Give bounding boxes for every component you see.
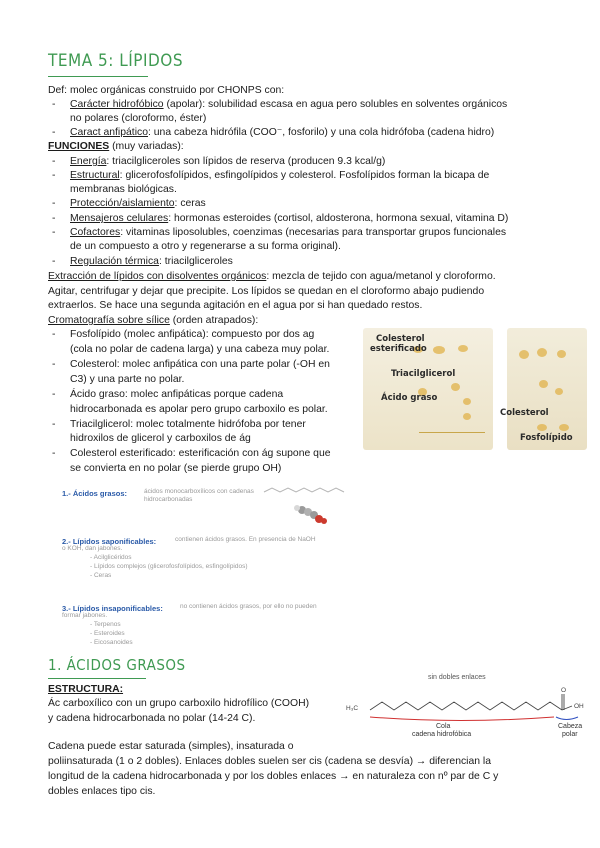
bullet-dash: - xyxy=(52,256,56,267)
bullet-dash: - xyxy=(52,359,56,370)
class-3-text-2: formar jabones. xyxy=(62,612,108,619)
section-title: 1. ÁCIDOS GRASOS xyxy=(48,656,186,674)
diagram-cola-sub-label: cadena hidrofóbica xyxy=(412,731,472,738)
cadena-line-1: Cadena puede estar saturada (simples), insaturada o xyxy=(48,741,294,752)
tlc-label-colesterol: Colesterol xyxy=(500,408,549,418)
crom-item-5: Colesterol esterificado: esterificación con ág supone que xyxy=(70,448,331,459)
extraccion-line-3: extraerlos. Se hace una segunda agitación en el agua por si han quedado restos. xyxy=(48,300,423,311)
estructura-line-2: y cadena hidrocarbonada no polar (14-24 C). xyxy=(48,713,256,724)
class-1-text-2: hidrocarbonadas xyxy=(144,496,193,503)
cadena-line-3: longitud de la cadena hidrocarbonada y por los dobles enlaces → en naturaleza con nº par de C y xyxy=(48,771,499,782)
cadena-line-4: dobles enlaces tipo cis. xyxy=(48,786,156,797)
bullet-dash: - xyxy=(52,227,56,238)
bullet-dash: - xyxy=(52,329,56,340)
bullet-dash: - xyxy=(52,419,56,430)
class-3-item-1: - Terpenos xyxy=(90,621,121,628)
estructura-heading: ESTRUCTURA: xyxy=(48,684,124,695)
class-3-item-3: - Eicosanoides xyxy=(90,639,133,646)
crom-item-4: Triacilglicerol: molec totalmente hidrófoba por tener xyxy=(70,419,306,430)
funcion-proteccion: Protección/aislamiento: ceras xyxy=(70,198,206,209)
crom-item-2-cont: C3) y una parte no polar. xyxy=(70,374,185,385)
class-2-item-2: - Lípidos complejos (glicerofosfolípidos, esfingolípidos) xyxy=(90,563,248,570)
bullet-dash: - xyxy=(52,198,56,209)
funcion-mensajeros: Mensajeros celulares: hormonas esteroides (cortisol, aldosterona, hormona sexual, vitamina D) xyxy=(70,213,509,224)
crom-item-1-cont: (cola no polar de cadena larga) y una cabeza muy polar. xyxy=(70,344,330,355)
bullet-dash: - xyxy=(52,389,56,400)
prop-1: Carácter hidrofóbico (apolar): solubilidad escasa en agua pero solubles en solventes orgánicos xyxy=(70,99,508,110)
bullet-dash: - xyxy=(52,448,56,459)
class-3-text-1: no contienen ácidos grasos, por ello no pueden xyxy=(180,603,317,610)
diagram-o-label: O xyxy=(561,687,567,694)
bullet-dash: - xyxy=(52,127,56,138)
funciones-heading: FUNCIONES (muy variadas): xyxy=(48,141,184,152)
crom-item-3: Ácido graso: molec anfipáticas porque cadena xyxy=(70,389,284,400)
tlc-label-acido-graso: Ácido graso xyxy=(381,393,438,403)
crom-item-1: Fosfolípido (molec anfipática): compuesto por dos ag xyxy=(70,329,315,340)
prop-2: Caract anfipático: una cabeza hidrófila (COO⁻, fosforilo) y una cola hidrófoba (cadena hidro) xyxy=(70,127,495,138)
crom-item-2: Colesterol: molec anfipática con una parte polar (-OH en xyxy=(70,359,330,370)
funcion-energia: Energía: triacilgliceroles son lípidos de reserva (producen 9.3 kcal/g) xyxy=(70,156,386,167)
funcion-estructural-cont: membranas biológicas. xyxy=(70,184,177,195)
funcion-estructural: Estructural: glicerofosfolípidos, esfingolípidos y colesterol. Fosfolípidos forman la bicapa de xyxy=(70,170,490,181)
tlc-label-colesterol-esterificado-2: esterificado xyxy=(370,344,427,354)
section-title-underline xyxy=(48,678,146,679)
diagram-top-label: sin dobles enlaces xyxy=(428,674,486,681)
diagram-cabeza-label: Cabeza xyxy=(558,723,583,730)
extraccion-line-2: Agitar, centrifugar y dejar que precipite. Los lípidos se quedan en el cloroformo abajo pudiendo xyxy=(48,286,485,297)
crom-item-5-cont: se convierta en no polar (se pierde grupo OH) xyxy=(70,463,282,474)
fatty-acid-molecule-icon xyxy=(262,484,354,524)
class-2-title: 2.- Lípidos saponificables: xyxy=(62,537,157,546)
definition: Def: molec orgánicas construido por CHONPS con: xyxy=(48,85,285,96)
extraccion-line-1: Extracción de lípidos con disolventes orgánicos: mezcla de tejido con agua/metanol y cloroformo. xyxy=(48,271,496,282)
page-title: TEMA 5: LÍPIDOS xyxy=(48,51,184,71)
crom-item-3-cont: hidrocarbonada es apolar pero grupo carboxilo es polar. xyxy=(70,404,328,415)
diagram-cabeza-sub-label: polar xyxy=(562,731,578,738)
diagram-cola-label: Cola xyxy=(436,723,451,730)
diagram-oh-label: OH xyxy=(574,703,584,710)
class-2-text-2: o KOH, dan jabones. xyxy=(62,545,123,552)
class-3-title: 3.- Lípidos insaponificables: xyxy=(62,604,163,613)
class-2-text-1: contienen ácidos grasos. En presencia de NaOH xyxy=(175,536,316,543)
bullet-dash: - xyxy=(52,213,56,224)
bullet-dash: - xyxy=(52,156,56,167)
crom-item-4-cont: hidroxilos de glicerol y carboxilos de ág xyxy=(70,433,251,444)
estructura-line-1: Ác carboxílico con un grupo carboxilo hidrofílico (COOH) xyxy=(48,698,310,709)
class-2-item-3: - Ceras xyxy=(90,572,112,579)
class-3-item-2: - Esteroides xyxy=(90,630,125,637)
prop-1-cont: no polares (cloroformo, éster) xyxy=(70,113,207,124)
tlc-label-fosfolipido: Fosfolípido xyxy=(520,433,573,443)
tlc-plate-photo-right xyxy=(507,328,587,450)
funcion-regulacion: Regulación térmica: triacilgliceroles xyxy=(70,256,233,267)
tlc-label-colesterol-esterificado-1: Colesterol xyxy=(376,334,425,344)
funcion-cofactores: Cofactores: vitaminas liposolubles, coenzimas (necesarias para transportar grupos funcionales xyxy=(70,227,507,238)
cromatografia-heading: Cromatografía sobre sílice (orden atrapados): xyxy=(48,315,259,326)
diagram-ch3-label: H₃C xyxy=(346,705,359,712)
class-2-item-1: - Acilglicéridos xyxy=(90,554,132,561)
funcion-cofactores-cont: de un compuesto a otro y regenerarse a su forma original). xyxy=(70,241,341,252)
tlc-label-triacilglicerol: Triacilglicerol xyxy=(391,369,456,379)
bullet-dash: - xyxy=(52,170,56,181)
class-1-title: 1.- Ácidos grasos: xyxy=(62,489,128,498)
title-underline xyxy=(48,76,148,77)
bullet-dash: - xyxy=(52,99,56,110)
class-1-text-1: ácidos monocarboxílicos con cadenas xyxy=(144,488,254,495)
cadena-line-2: poliinsaturada (1 o 2 dobles). Enlaces dobles suelen ser cis (cadena se desvía) → diferencian la xyxy=(48,756,492,767)
